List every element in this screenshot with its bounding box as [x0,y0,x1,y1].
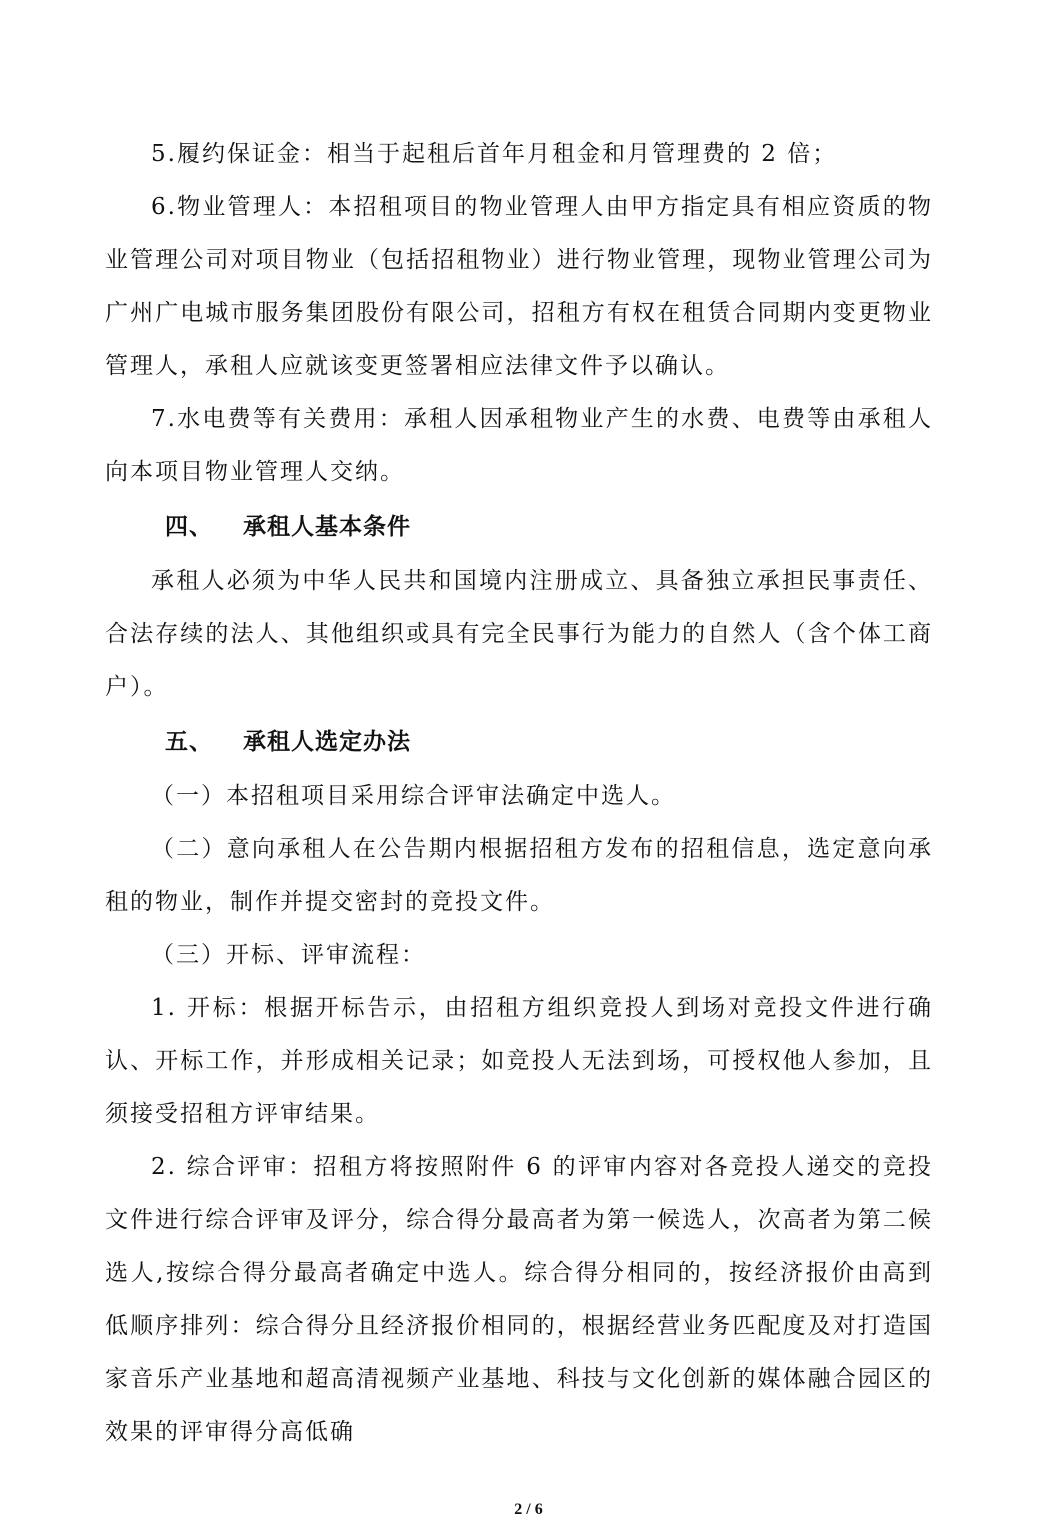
paragraph-performance-bond: 5.履约保证金：相当于起租后首年月租金和月管理费的 2 倍； [151,141,838,167]
section-number: 五、 [165,728,213,755]
paragraph-item-2: （二）意向承租人在公告期内根据招租方发布的招租信息，选定意向承租的物业，制作并提交密封的竞投文件。 [105,836,933,915]
paragraph-step-2-evaluation: 2. 综合评审：招租方将按照附件 6 的评审内容对各竞投人递交的竞投文件进行综合评审及评分，综合得分最高者为第一候选人，次高者为第二候选人,按综合得分最高者确定中选人。综合得分相同的，按经济报价由高到低顺序排列：综合得分且经济报价相同的，根据经营业务匹配度及对打造国家音乐产业基地和超高清视频产业基地、科技与文化创新的媒体融合园区的效果的评审得分高低确 [105,1154,933,1445]
paragraph-step-1-bid-opening: 1. 开标：根据开标告示，由招租方组织竞投人到场对竞投文件进行确认、开标工作，并形成相关记录；如竞投人无法到场，可授权他人参加，且须接受招租方评审结果。 [105,995,933,1127]
page-number: 2 / 6 [514,1501,543,1518]
document-body [105,128,933,1459]
paragraph-item-3: （三）开标、评审流程： [151,942,426,968]
section-number: 四、 [165,513,213,540]
paragraph-property-manager: 6.物业管理人：本招租项目的物业管理人由甲方指定具有相应资质的物业管理公司对项目物业（包括招租物业）进行物业管理，现物业管理公司为广州广电城市服务集团股份有限公司，招租方有权在租赁合同期内变更物业管理人，承租人应就该变更签署相应法律文件予以确认。 [105,194,933,379]
section-heading-5 [105,714,933,770]
paragraph-utility-fees: 7.水电费等有关费用：承租人因承租物业产生的水费、电费等由承租人向本项目物业管理人交纳。 [105,406,933,485]
section-heading-4 [105,499,933,555]
section-title: 承租人选定办法 [243,728,411,755]
paragraph-item-1: （一）本招租项目采用综合评审法确定中选人。 [151,783,676,809]
section-title: 承租人基本条件 [243,513,411,540]
paragraph-tenant-conditions: 承租人必须为中华人民共和国境内注册成立、具备独立承担民事责任、合法存续的法人、其他组织或具有完全民事行为能力的自然人（含个体工商户）。 [105,568,933,700]
